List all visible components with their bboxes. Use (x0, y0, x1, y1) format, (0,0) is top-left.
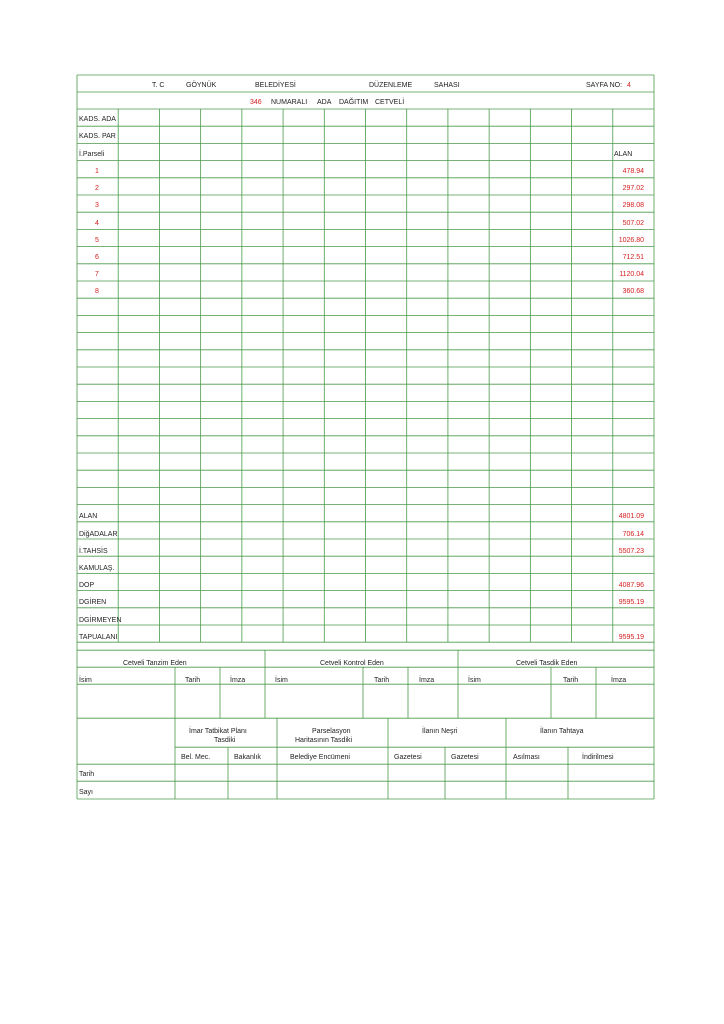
bakanlik: Bakanlık (234, 754, 261, 761)
isim-label: İsim (275, 677, 288, 684)
pars-line1: Parselasyon (312, 728, 351, 735)
grid-lines (77, 75, 654, 799)
header-tc: T. C (152, 82, 165, 89)
summary-label: KAMULAŞ. (79, 565, 115, 572)
pars-line2: Haritasının Tasdiki (295, 737, 353, 744)
imza-label: İmza (611, 677, 627, 684)
row-label-kads-ada: KADS. ADA (79, 116, 116, 123)
summary-value: 5507.23 (618, 548, 644, 555)
ilan-nesri: İlanın Neşri (422, 728, 458, 735)
parcel-area: 712.51 (622, 254, 644, 261)
sig-group-tasdik: Cetveli Tasdik Eden (516, 660, 578, 667)
sayi-row-label: Sayı (79, 789, 94, 796)
sig-group-tanzim: Cetveli Tanzim Eden (123, 660, 187, 667)
summary-value: 4087.96 (618, 582, 644, 589)
parcel-no: 3 (95, 202, 99, 209)
parcel-no: 8 (95, 288, 99, 295)
summary-label: DGİRMEYEN (79, 617, 122, 624)
imza-label: İmza (419, 677, 435, 684)
parcel-area: 360.68 (622, 288, 644, 295)
imar-line1: İmar Tatbikat Planı (189, 728, 247, 735)
ilan-tahtaya: İlanın Tahtaya (540, 728, 584, 735)
page-number: 4 (627, 82, 631, 89)
summary-value: 4801.09 (618, 513, 644, 520)
header-town: GÖYNÜK (186, 82, 217, 89)
sig-group-kontrol: Cetveli Kontrol Eden (320, 660, 384, 667)
parcel-area: 1120.04 (619, 271, 644, 278)
summary-label: DiğADALAR (79, 531, 118, 538)
summary-label: DGİREN (79, 599, 107, 606)
belediye-encumeni: Belediye Encümeni (290, 754, 350, 761)
tarih-row-label: Tarih (79, 771, 95, 778)
summary-label: DOP (79, 582, 95, 589)
summary-label: TAPUALANI (79, 634, 118, 641)
parcel-no: 1 (95, 168, 99, 175)
subheader-word: DAĞITIM (339, 99, 369, 106)
parcel-area: 507.02 (622, 220, 644, 227)
subheader-word: CETVELİ (375, 99, 405, 106)
asilmasi: Asılması (513, 754, 540, 761)
summary-value: 9595.19 (618, 634, 644, 641)
tarih-label: Tarih (563, 677, 579, 684)
page-label: SAYFA NO: (586, 82, 623, 89)
imza-label: İmza (230, 677, 246, 684)
header-municipality: BELEDİYESİ (255, 82, 296, 89)
parcel-area: 298.08 (622, 202, 644, 209)
row-label-kads-par: KADS. PAR (79, 133, 116, 140)
isim-label: İsim (468, 677, 481, 684)
subheader-word: ADA (317, 99, 332, 106)
gazetesi: Gazetesi (451, 754, 479, 761)
parcel-no: 7 (95, 271, 99, 278)
isim-label: İsim (79, 677, 92, 684)
imar-line2: Tasdiki (214, 737, 236, 744)
alan-header: ALAN (614, 151, 633, 158)
summary-value: 9595.19 (618, 599, 644, 606)
header-area-word: SAHASI (434, 82, 460, 89)
parcel-no: 4 (95, 220, 99, 227)
parcel-area: 478.94 (622, 168, 644, 175)
row-label-parseli: İ.Parseli (79, 151, 105, 158)
tarih-label: Tarih (185, 677, 201, 684)
summary-value: 706.14 (622, 531, 644, 538)
parcel-area: 297.02 (622, 185, 644, 192)
ada-number: 346 (250, 99, 262, 106)
gazetesi: Gazetesi (394, 754, 422, 761)
parcel-no: 2 (95, 185, 99, 192)
subheader-word: NUMARALI (271, 99, 308, 106)
parcel-area: 1026.80 (618, 237, 644, 244)
bel-mec: Bel. Mec. (181, 754, 211, 761)
parcel-no: 5 (95, 237, 99, 244)
header-area-label: DÜZENLEME (369, 82, 413, 89)
indirilmesi: İndirilmesi (582, 754, 614, 761)
summary-label: İ.TAHSİS (79, 548, 108, 555)
tarih-label: Tarih (374, 677, 390, 684)
parcel-no: 6 (95, 254, 99, 261)
summary-label: ALAN (79, 513, 98, 520)
